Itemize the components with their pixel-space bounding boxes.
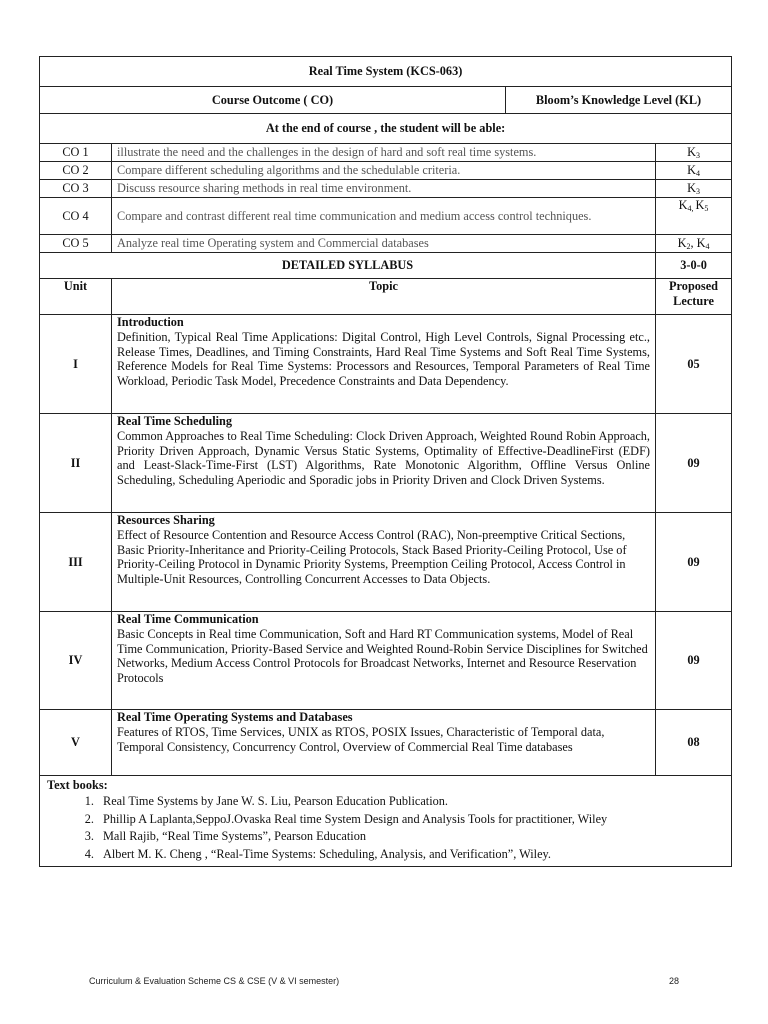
lecture-column-header: Proposed Lecture (656, 279, 732, 315)
unit-body: Effect of Resource Contention and Resource Access Control (RAC), Non-preemptive Critical Sections, Basic Priority-Inheritance and Priority-Ceiling Protocols, Stack Based Priority-Ceiling Protocol, Use of Priority-Ceiling Protocol in Dynamic Priority Systems, Preemption Ceiling Protocol, Access Control in Multiple-Unit Resources, Controlling Concurrent Accesses to Data Objects. (117, 527, 627, 586)
ltp-value: 3-0-0 (656, 253, 732, 279)
bloom-heading: Bloom’s Knowledge Level (KL) (506, 87, 732, 114)
unit-lectures: 08 (656, 710, 732, 776)
unit-topic (112, 315, 656, 414)
unit-body: Common Approaches to Real Time Scheduling: Clock Driven Approach, Weighted Round Robin Approach, Priority Driven Approach, Dynamic Versus Static Systems, Optimality of Effective-DeadlineFirst (EDF) and Least-Slack-Time-First (LST) Algorithms, Rate Monotonic Algorithm, Offline Versus Online Scheduling, Scheduling Aperiodic and Sporadic jobs in Priority Driven and Clock Driven Systems. (117, 428, 650, 487)
co-kl: $K_4$ (656, 162, 732, 180)
unit-row (40, 315, 732, 414)
unit-number: IV (40, 612, 112, 710)
unit-column-header: Unit (40, 279, 112, 315)
unit-row (40, 710, 732, 776)
textbooks-row (40, 776, 732, 867)
outcome-row (40, 162, 732, 180)
outcome-row (40, 144, 732, 162)
syllabus-table (39, 56, 732, 867)
co-kl: $K_3$ (656, 180, 732, 198)
co-text: Compare different scheduling algorithms and the schedulable criteria. (112, 162, 656, 180)
co-text: Compare and contrast different real time communication and medium access control techniques. (112, 198, 656, 235)
textbook-item: 3. Mall Rajib, “Real Time Systems”, Pearson Education (97, 828, 726, 846)
textbook-item: 2. Phillip A Laplanta,SeppoJ.Ovaska Real time System Design and Analysis Tools for practitioner, Wiley (97, 811, 726, 829)
textbook-item: 4. Albert M. K. Cheng , “Real-Time Systems: Scheduling, Analysis, and Verification”, Wiley. (97, 846, 726, 864)
co-text: Analyze real time Operating system and Commercial databases (112, 235, 656, 253)
unit-body: Features of RTOS, Time Services, UNIX as RTOS, POSIX Issues, Characteristic of Temporal data, Temporal Consistency, Concurrency Control, Overview of Commercial Real Time databases (117, 724, 605, 754)
unit-title: Real Time Operating Systems and Databases (117, 710, 353, 724)
unit-lectures: 09 (656, 414, 732, 513)
unit-title: Real Time Communication (117, 612, 259, 626)
textbooks-cell (40, 776, 732, 867)
page-number: 28 (668, 976, 679, 986)
unit-number: III (40, 513, 112, 612)
co-heading: Course Outcome ( CO) (40, 87, 506, 114)
co-code: CO 5 (40, 235, 112, 253)
course-title: Real Time System (KCS-063) (40, 57, 732, 87)
unit-lectures: 09 (656, 513, 732, 612)
unit-title: Real Time Scheduling (117, 414, 233, 428)
unit-lectures: 05 (656, 315, 732, 414)
unit-row (40, 513, 732, 612)
co-code: CO 3 (40, 180, 112, 198)
outcome-row (40, 198, 732, 235)
syllabus-document (39, 56, 731, 867)
unit-number: II (40, 414, 112, 513)
footer-text: Curriculum & Evaluation Scheme CS & CSE (V & VI semester) (89, 976, 340, 986)
unit-topic (112, 513, 656, 612)
co-code: CO 1 (40, 144, 112, 162)
outcome-intro: At the end of course , the student will be able: (40, 114, 732, 144)
textbook-item: 1. Real Time Systems by Jane W. S. Liu, Pearson Education Publication. (97, 793, 726, 811)
unit-row (40, 612, 732, 710)
unit-body: Basic Concepts in Real time Communication, Soft and Hard RT Communication systems, Model of Real Time Communication, Priority-Based Service and Weighted Round-Robin Service Disciplines for Switched Networks, Medium Access Control Protocols for Broadcast Networks, Internet and Resource Reservation Protocols (117, 626, 648, 685)
co-code: CO 4 (40, 198, 112, 235)
co-kl: $K_3$ (656, 144, 732, 162)
co-text: illustrate the need and the challenges in the design of hard and soft real time systems. (112, 144, 656, 162)
co-kl: $K_2$, $K_4$ (656, 235, 732, 253)
co-kl: $K_{4,}$ $K_5$ (656, 198, 732, 235)
unit-number: V (40, 710, 112, 776)
unit-topic (112, 710, 656, 776)
unit-title: Introduction (117, 315, 184, 329)
textbooks-heading: Text books: (47, 778, 108, 792)
detailed-syllabus-heading: DETAILED SYLLABUS (40, 253, 656, 279)
unit-title: Resources Sharing (117, 513, 215, 527)
outcome-row (40, 180, 732, 198)
co-code: CO 2 (40, 162, 112, 180)
unit-topic (112, 612, 656, 710)
unit-lectures: 09 (656, 612, 732, 710)
unit-body: Definition, Typical Real Time Applications: Digital Control, High Level Controls, Signal Processing etc., Release Times, Deadlines, and Timing Constraints, Hard Real Time Systems and Soft Real Time Systems, Reference Models for Real Time Systems: Processors and Resources, Temporal Parameters of Real Time Workload, Periodic Task Model, Precedence Constraints and Data Dependency. (117, 329, 650, 388)
page-footer (89, 976, 679, 986)
topic-column-header: Topic (112, 279, 656, 315)
textbook-list (47, 793, 726, 864)
outcome-row (40, 235, 732, 253)
unit-number: I (40, 315, 112, 414)
unit-topic (112, 414, 656, 513)
unit-row (40, 414, 732, 513)
co-text: Discuss resource sharing methods in real time environment. (112, 180, 656, 198)
